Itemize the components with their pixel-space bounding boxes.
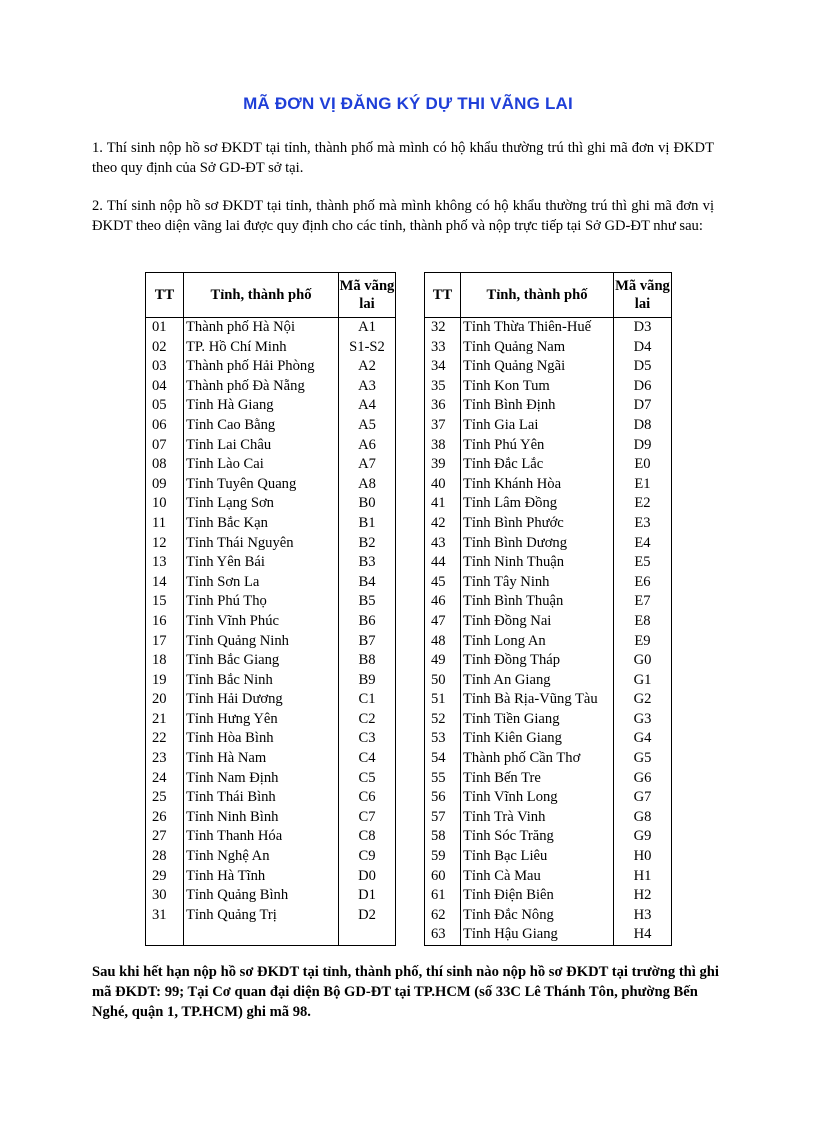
table-row bbox=[146, 338, 396, 358]
row-province: Tỉnh Nam Định bbox=[184, 769, 339, 789]
table-row bbox=[425, 396, 672, 416]
row-province: Tỉnh Đồng Nai bbox=[461, 612, 614, 632]
table-row bbox=[146, 592, 396, 612]
table-row bbox=[425, 436, 672, 456]
row-code: B6 bbox=[339, 612, 396, 632]
row-province: Tỉnh An Giang bbox=[461, 671, 614, 691]
row-tt: 02 bbox=[146, 338, 184, 358]
row-tt: 33 bbox=[425, 338, 461, 358]
row-tt: 09 bbox=[146, 475, 184, 495]
row-tt: 60 bbox=[425, 867, 461, 887]
table-row bbox=[425, 749, 672, 769]
table-row bbox=[146, 534, 396, 554]
table-row bbox=[425, 338, 672, 358]
row-province: Tỉnh Bến Tre bbox=[461, 769, 614, 789]
table-row bbox=[425, 827, 672, 847]
row-code: G5 bbox=[614, 749, 672, 769]
row-province: Tỉnh Thái Nguyên bbox=[184, 534, 339, 554]
row-tt: 44 bbox=[425, 553, 461, 573]
row-code: B5 bbox=[339, 592, 396, 612]
row-code: E0 bbox=[614, 455, 672, 475]
row-tt: 45 bbox=[425, 573, 461, 593]
row-code: B1 bbox=[339, 514, 396, 534]
row-province: Tỉnh Thừa Thiên-Huế bbox=[461, 318, 614, 338]
row-province: Tỉnh Cà Mau bbox=[461, 867, 614, 887]
table-row bbox=[146, 867, 396, 887]
row-tt: 61 bbox=[425, 886, 461, 906]
row-tt: 30 bbox=[146, 886, 184, 906]
row-tt: 05 bbox=[146, 396, 184, 416]
table-row bbox=[425, 867, 672, 887]
table-row bbox=[425, 534, 672, 554]
row-tt: 35 bbox=[425, 377, 461, 397]
header-code: Mã vãng lai bbox=[614, 273, 672, 318]
row-code: E2 bbox=[614, 494, 672, 514]
row-tt: 54 bbox=[425, 749, 461, 769]
table-row bbox=[425, 612, 672, 632]
row-code: C7 bbox=[339, 808, 396, 828]
row-tt: 55 bbox=[425, 769, 461, 789]
row-code: H3 bbox=[614, 906, 672, 926]
empty-cell bbox=[339, 925, 396, 945]
table-row bbox=[146, 769, 396, 789]
row-province: Tỉnh Sơn La bbox=[184, 573, 339, 593]
table-row bbox=[146, 671, 396, 691]
row-tt: 52 bbox=[425, 710, 461, 730]
table-row bbox=[425, 886, 672, 906]
table-row bbox=[146, 690, 396, 710]
table-row bbox=[146, 475, 396, 495]
row-province: Tỉnh Hòa Bình bbox=[184, 729, 339, 749]
row-code: H1 bbox=[614, 867, 672, 887]
table-header-row bbox=[425, 273, 672, 318]
row-code: G7 bbox=[614, 788, 672, 808]
row-province: Tỉnh Bình Dương bbox=[461, 534, 614, 554]
row-province: Tỉnh Tiền Giang bbox=[461, 710, 614, 730]
row-code: C8 bbox=[339, 827, 396, 847]
row-tt: 14 bbox=[146, 573, 184, 593]
row-code: C5 bbox=[339, 769, 396, 789]
row-tt: 07 bbox=[146, 436, 184, 456]
table-row bbox=[425, 318, 672, 338]
row-code: C1 bbox=[339, 690, 396, 710]
table-row bbox=[146, 710, 396, 730]
row-province: Tỉnh Hưng Yên bbox=[184, 710, 339, 730]
row-tt: 13 bbox=[146, 553, 184, 573]
table-row bbox=[425, 808, 672, 828]
codes-table-left bbox=[145, 272, 396, 946]
header-province: Tỉnh, thành phố bbox=[461, 273, 614, 318]
row-province: Tỉnh Bình Thuận bbox=[461, 592, 614, 612]
row-tt: 20 bbox=[146, 690, 184, 710]
row-province: Tỉnh Lai Châu bbox=[184, 436, 339, 456]
footer-note: Sau khi hết hạn nộp hồ sơ ĐKDT tại tỉnh, thành phố, thí sinh nào nộp hồ sơ ĐKDT tại trường thì ghi mã ĐKDT: 99; Tại Cơ quan đại diện Bộ GD-ĐT tại TP.HCM (số 33C Lê Thánh Tôn, phường Bến Nghé, quận 1, TP.HCM) ghi mã 98. bbox=[92, 964, 719, 1020]
row-tt: 12 bbox=[146, 534, 184, 554]
row-tt: 41 bbox=[425, 494, 461, 514]
row-tt: 47 bbox=[425, 612, 461, 632]
row-province: Thành phố Đà Nẵng bbox=[184, 377, 339, 397]
row-tt: 31 bbox=[146, 906, 184, 926]
row-code: D8 bbox=[614, 416, 672, 436]
row-code: C2 bbox=[339, 710, 396, 730]
row-province: Tỉnh Đắc Lắc bbox=[461, 455, 614, 475]
table-row bbox=[146, 729, 396, 749]
row-tt: 01 bbox=[146, 318, 184, 338]
row-province: Thành phố Hải Phòng bbox=[184, 357, 339, 377]
row-code: C3 bbox=[339, 729, 396, 749]
row-tt: 49 bbox=[425, 651, 461, 671]
row-code: B4 bbox=[339, 573, 396, 593]
row-tt: 43 bbox=[425, 534, 461, 554]
row-province: Tỉnh Trà Vinh bbox=[461, 808, 614, 828]
row-code: G1 bbox=[614, 671, 672, 691]
row-tt: 28 bbox=[146, 847, 184, 867]
row-province: Tỉnh Thái Bình bbox=[184, 788, 339, 808]
row-code: G9 bbox=[614, 827, 672, 847]
row-code: D0 bbox=[339, 867, 396, 887]
row-tt: 24 bbox=[146, 769, 184, 789]
row-province: Tỉnh Yên Bái bbox=[184, 553, 339, 573]
table-row bbox=[146, 651, 396, 671]
row-province: Tỉnh Hải Dương bbox=[184, 690, 339, 710]
row-province: Tỉnh Quảng Nam bbox=[461, 338, 614, 358]
row-province: Tỉnh Điện Biên bbox=[461, 886, 614, 906]
row-province: Tỉnh Bình Phước bbox=[461, 514, 614, 534]
row-province: Tỉnh Vĩnh Phúc bbox=[184, 612, 339, 632]
row-province: Thành phố Cần Thơ bbox=[461, 749, 614, 769]
table-row bbox=[425, 455, 672, 475]
row-tt: 29 bbox=[146, 867, 184, 887]
table-row bbox=[425, 906, 672, 926]
table-row bbox=[146, 749, 396, 769]
row-province: Tỉnh Tây Ninh bbox=[461, 573, 614, 593]
row-code: E3 bbox=[614, 514, 672, 534]
row-code: D5 bbox=[614, 357, 672, 377]
row-code: E8 bbox=[614, 612, 672, 632]
row-tt: 23 bbox=[146, 749, 184, 769]
table-row bbox=[425, 592, 672, 612]
header-code: Mã vãng lai bbox=[339, 273, 396, 318]
row-code: G3 bbox=[614, 710, 672, 730]
row-tt: 32 bbox=[425, 318, 461, 338]
row-tt: 63 bbox=[425, 925, 461, 945]
row-province: Tỉnh Sóc Trăng bbox=[461, 827, 614, 847]
row-code: D9 bbox=[614, 436, 672, 456]
table-row bbox=[425, 377, 672, 397]
row-province: Tỉnh Bắc Kạn bbox=[184, 514, 339, 534]
table-row bbox=[146, 573, 396, 593]
row-province: Tỉnh Hà Giang bbox=[184, 396, 339, 416]
row-tt: 59 bbox=[425, 847, 461, 867]
row-code: E7 bbox=[614, 592, 672, 612]
row-tt: 10 bbox=[146, 494, 184, 514]
row-tt: 57 bbox=[425, 808, 461, 828]
table-row-empty bbox=[146, 925, 396, 945]
row-code: A2 bbox=[339, 357, 396, 377]
table-row bbox=[425, 671, 672, 691]
table-row bbox=[425, 769, 672, 789]
row-tt: 37 bbox=[425, 416, 461, 436]
table-row bbox=[425, 632, 672, 652]
header-tt: TT bbox=[425, 273, 461, 318]
row-code: B7 bbox=[339, 632, 396, 652]
row-code: G4 bbox=[614, 729, 672, 749]
row-province: Tỉnh Quảng Bình bbox=[184, 886, 339, 906]
paragraph-1: 1. Thí sinh nộp hồ sơ ĐKDT tại tỉnh, thành phố mà mình có hộ khẩu thường trú thì ghi mã đơn vị ĐKDT theo quy định của Sở GD-ĐT sở tại. bbox=[92, 140, 714, 176]
row-province: Tỉnh Ninh Bình bbox=[184, 808, 339, 828]
table-row bbox=[146, 553, 396, 573]
row-code: D4 bbox=[614, 338, 672, 358]
table-row bbox=[146, 514, 396, 534]
row-province: Tỉnh Hà Nam bbox=[184, 749, 339, 769]
row-tt: 25 bbox=[146, 788, 184, 808]
row-province: Tỉnh Lạng Sơn bbox=[184, 494, 339, 514]
empty-cell bbox=[184, 925, 339, 945]
row-tt: 17 bbox=[146, 632, 184, 652]
row-tt: 50 bbox=[425, 671, 461, 691]
table-row bbox=[146, 808, 396, 828]
row-province: Tỉnh Kon Tum bbox=[461, 377, 614, 397]
table-row bbox=[425, 514, 672, 534]
row-province: Tỉnh Khánh Hòa bbox=[461, 475, 614, 495]
row-province: Tỉnh Phú Thọ bbox=[184, 592, 339, 612]
row-code: D2 bbox=[339, 906, 396, 926]
row-tt: 04 bbox=[146, 377, 184, 397]
row-code: C6 bbox=[339, 788, 396, 808]
table-row bbox=[425, 357, 672, 377]
row-province: Tỉnh Tuyên Quang bbox=[184, 475, 339, 495]
row-code: D6 bbox=[614, 377, 672, 397]
row-province: Tỉnh Thanh Hóa bbox=[184, 827, 339, 847]
row-code: D7 bbox=[614, 396, 672, 416]
table-row bbox=[425, 651, 672, 671]
row-code: G0 bbox=[614, 651, 672, 671]
row-tt: 08 bbox=[146, 455, 184, 475]
row-code: D1 bbox=[339, 886, 396, 906]
row-province: Tỉnh Cao Bằng bbox=[184, 416, 339, 436]
row-province: Tỉnh Lâm Đồng bbox=[461, 494, 614, 514]
row-code: B3 bbox=[339, 553, 396, 573]
row-province: Thành phố Hà Nội bbox=[184, 318, 339, 338]
table-row bbox=[146, 612, 396, 632]
row-tt: 34 bbox=[425, 357, 461, 377]
table-row bbox=[146, 632, 396, 652]
row-code: A4 bbox=[339, 396, 396, 416]
row-code: G2 bbox=[614, 690, 672, 710]
header-tt: TT bbox=[146, 273, 184, 318]
table-row bbox=[146, 494, 396, 514]
row-code: H2 bbox=[614, 886, 672, 906]
row-province: Tỉnh Long An bbox=[461, 632, 614, 652]
row-province: Tỉnh Ninh Thuận bbox=[461, 553, 614, 573]
row-code: D3 bbox=[614, 318, 672, 338]
row-code: E4 bbox=[614, 534, 672, 554]
row-code: B2 bbox=[339, 534, 396, 554]
row-province: Tỉnh Hậu Giang bbox=[461, 925, 614, 945]
row-code: A8 bbox=[339, 475, 396, 495]
row-tt: 39 bbox=[425, 455, 461, 475]
table-header-row bbox=[146, 273, 396, 318]
row-tt: 62 bbox=[425, 906, 461, 926]
table-row bbox=[146, 906, 396, 926]
row-code: E1 bbox=[614, 475, 672, 495]
row-code: A7 bbox=[339, 455, 396, 475]
row-province: Tỉnh Lào Cai bbox=[184, 455, 339, 475]
row-tt: 27 bbox=[146, 827, 184, 847]
row-code: B8 bbox=[339, 651, 396, 671]
row-tt: 58 bbox=[425, 827, 461, 847]
table-row bbox=[146, 827, 396, 847]
table-row bbox=[425, 494, 672, 514]
row-province: Tỉnh Nghệ An bbox=[184, 847, 339, 867]
row-code: E5 bbox=[614, 553, 672, 573]
table-row bbox=[425, 416, 672, 436]
row-code: S1-S2 bbox=[339, 338, 396, 358]
row-tt: 38 bbox=[425, 436, 461, 456]
row-code: B9 bbox=[339, 671, 396, 691]
row-code: E6 bbox=[614, 573, 672, 593]
row-code: H4 bbox=[614, 925, 672, 945]
row-code: C9 bbox=[339, 847, 396, 867]
table-row bbox=[425, 788, 672, 808]
row-tt: 21 bbox=[146, 710, 184, 730]
row-tt: 15 bbox=[146, 592, 184, 612]
row-province: Tỉnh Bạc Liêu bbox=[461, 847, 614, 867]
row-tt: 11 bbox=[146, 514, 184, 534]
row-tt: 26 bbox=[146, 808, 184, 828]
row-tt: 16 bbox=[146, 612, 184, 632]
row-code: A3 bbox=[339, 377, 396, 397]
row-province: TP. Hồ Chí Minh bbox=[184, 338, 339, 358]
row-province: Tỉnh Vĩnh Long bbox=[461, 788, 614, 808]
row-tt: 56 bbox=[425, 788, 461, 808]
table-row bbox=[146, 416, 396, 436]
row-province: Tỉnh Phú Yên bbox=[461, 436, 614, 456]
table-row bbox=[425, 573, 672, 593]
empty-cell bbox=[146, 925, 184, 945]
table-row bbox=[425, 925, 672, 945]
table-row bbox=[146, 455, 396, 475]
row-tt: 42 bbox=[425, 514, 461, 534]
row-tt: 51 bbox=[425, 690, 461, 710]
table-row bbox=[425, 553, 672, 573]
row-tt: 36 bbox=[425, 396, 461, 416]
table-row bbox=[425, 475, 672, 495]
codes-table-right bbox=[424, 272, 672, 946]
row-tt: 46 bbox=[425, 592, 461, 612]
row-tt: 22 bbox=[146, 729, 184, 749]
table-row bbox=[146, 396, 396, 416]
row-code: A5 bbox=[339, 416, 396, 436]
table-row bbox=[146, 377, 396, 397]
row-tt: 18 bbox=[146, 651, 184, 671]
row-code: B0 bbox=[339, 494, 396, 514]
table-row bbox=[146, 318, 396, 338]
table-row bbox=[146, 847, 396, 867]
row-code: A6 bbox=[339, 436, 396, 456]
table-row bbox=[146, 436, 396, 456]
table-row bbox=[146, 357, 396, 377]
row-province: Tỉnh Quảng Ninh bbox=[184, 632, 339, 652]
table-row bbox=[146, 788, 396, 808]
row-tt: 19 bbox=[146, 671, 184, 691]
row-province: Tỉnh Bắc Ninh bbox=[184, 671, 339, 691]
row-tt: 53 bbox=[425, 729, 461, 749]
row-code: C4 bbox=[339, 749, 396, 769]
table-row bbox=[425, 729, 672, 749]
row-province: Tỉnh Bình Định bbox=[461, 396, 614, 416]
row-code: G8 bbox=[614, 808, 672, 828]
row-province: Tỉnh Hà Tĩnh bbox=[184, 867, 339, 887]
table-row bbox=[425, 847, 672, 867]
paragraph-2: 2. Thí sinh nộp hồ sơ ĐKDT tại tỉnh, thành phố mà mình không có hộ khẩu thường trú thì ghi mã đơn vị ĐKDT theo diện vãng lai được quy định cho các tỉnh, thành phố và nộp trực tiếp tại Sở GD-ĐT như sau: bbox=[92, 198, 714, 234]
row-code: E9 bbox=[614, 632, 672, 652]
table-row bbox=[425, 710, 672, 730]
row-code: A1 bbox=[339, 318, 396, 338]
row-province: Tỉnh Bà Rịa-Vũng Tàu bbox=[461, 690, 614, 710]
row-tt: 48 bbox=[425, 632, 461, 652]
header-province: Tỉnh, thành phố bbox=[184, 273, 339, 318]
row-province: Tỉnh Đồng Tháp bbox=[461, 651, 614, 671]
page-title: MÃ ĐƠN VỊ ĐĂNG KÝ DỰ THI VÃNG LAI bbox=[243, 94, 573, 113]
row-province: Tỉnh Kiên Giang bbox=[461, 729, 614, 749]
row-province: Tỉnh Quảng Ngãi bbox=[461, 357, 614, 377]
table-row bbox=[425, 690, 672, 710]
row-province: Tỉnh Gia Lai bbox=[461, 416, 614, 436]
row-code: G6 bbox=[614, 769, 672, 789]
row-province: Tỉnh Quảng Trị bbox=[184, 906, 339, 926]
table-row bbox=[146, 886, 396, 906]
row-province: Tỉnh Bắc Giang bbox=[184, 651, 339, 671]
row-province: Tỉnh Đắc Nông bbox=[461, 906, 614, 926]
row-tt: 03 bbox=[146, 357, 184, 377]
row-code: H0 bbox=[614, 847, 672, 867]
row-tt: 40 bbox=[425, 475, 461, 495]
row-tt: 06 bbox=[146, 416, 184, 436]
